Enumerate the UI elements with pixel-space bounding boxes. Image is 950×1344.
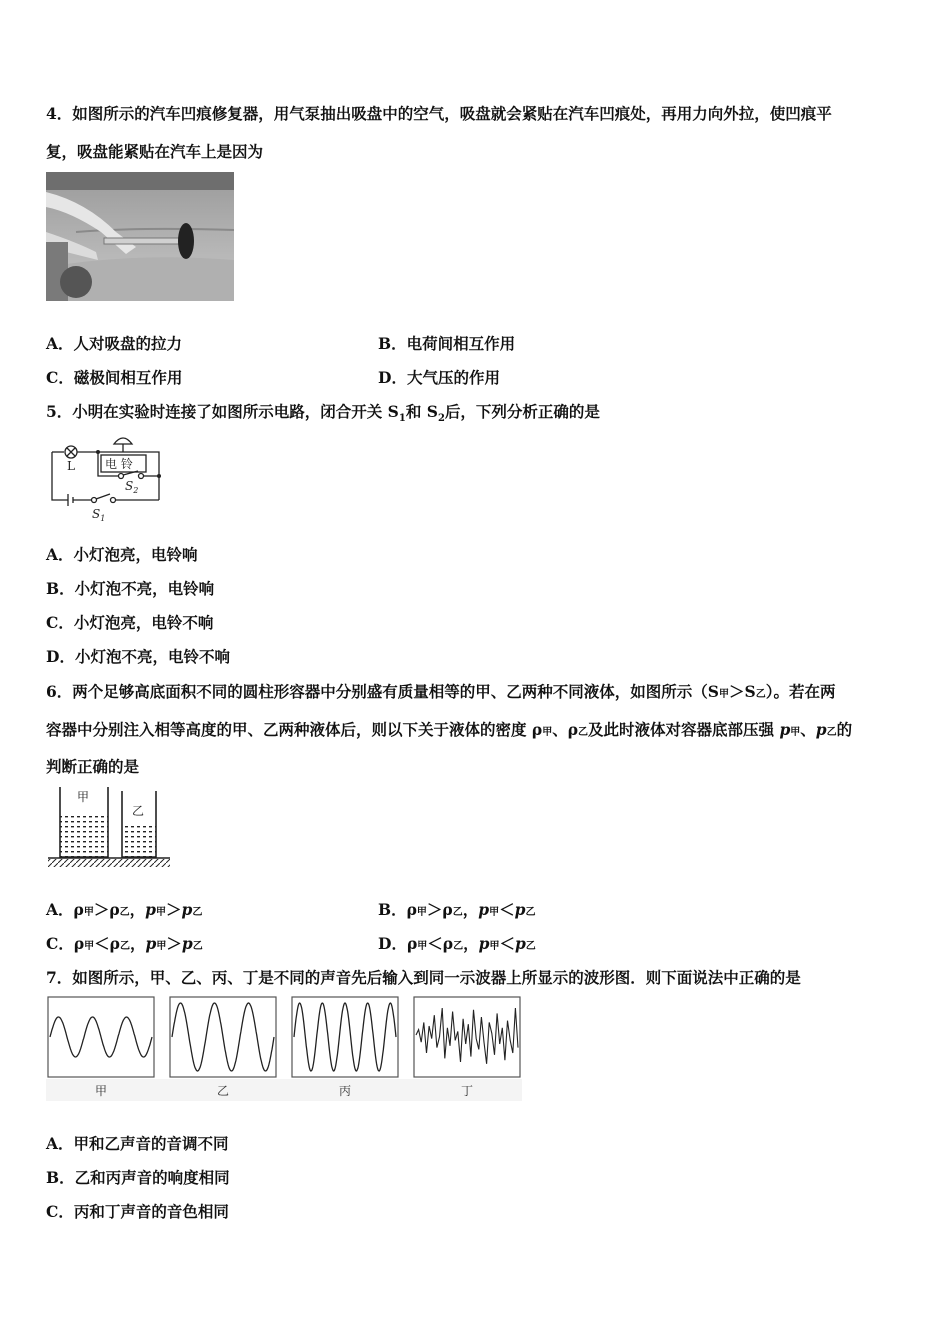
q6-option-c[interactable]: C．ρ甲＜ρ乙，p甲＞p乙 bbox=[46, 934, 203, 953]
q5-stem: 5．小明在实验时连接了如图所示电路，闭合开关 $S_1$和 $S_2$后，下列分析正确的是 bbox=[46, 402, 600, 425]
container-left-label: 甲 bbox=[77, 790, 90, 804]
panel-label-yi: 乙 bbox=[216, 1084, 230, 1098]
q5-option-c[interactable]: C．小灯泡亮，电铃不响 bbox=[46, 613, 214, 632]
q6-stem-line3: 判断正确的是 bbox=[46, 757, 140, 776]
s2-label: $S_2$ bbox=[125, 479, 139, 495]
panel-label-jia: 甲 bbox=[94, 1084, 108, 1098]
panel-bing bbox=[292, 997, 398, 1077]
q6-stem-line2: 容器中分别注入相等高度的甲、乙两种液体后，则以下关于液体的密度 ρ甲、ρ乙及此时液体对容器底部压强 p甲、p乙的 bbox=[46, 720, 853, 739]
q4-stem-line1: 4．如图所示的汽车凹痕修复器，用气泵抽出吸盘中的空气，吸盘就会紧贴在汽车凹痕处，再用力向外拉，使凹痕平 bbox=[46, 104, 832, 123]
q6-stem-line1: 6．两个足够高底面积不同的圆柱形容器中分别盛有质量相等的甲、乙两种不同液体，如图所示（S甲＞S乙）。若在两 bbox=[46, 682, 836, 701]
q4-option-d[interactable]: D．大气压的作用 bbox=[378, 368, 500, 387]
q4-option-c[interactable]: C．磁极间相互作用 bbox=[46, 368, 183, 387]
s1-label: $S_1$ bbox=[92, 507, 106, 523]
q6-option-a[interactable]: A．ρ甲＞ρ乙，p甲＞p乙 bbox=[46, 900, 203, 919]
car-dent-repair-photo bbox=[46, 172, 234, 301]
q4-stem-line2: 复，吸盘能紧贴在汽车上是因为 bbox=[46, 142, 264, 161]
q4-option-a[interactable]: A．人对吸盘的拉力 bbox=[46, 334, 183, 353]
q7-option-b[interactable]: B．乙和丙声音的响度相同 bbox=[46, 1168, 230, 1187]
q5-option-d[interactable]: D．小灯泡不亮，电铃不响 bbox=[46, 647, 230, 666]
q7-option-a[interactable]: A．甲和乙声音的音调不同 bbox=[46, 1134, 229, 1153]
q6-option-d[interactable]: D．ρ甲＜ρ乙，p甲＜p乙 bbox=[378, 934, 536, 953]
panel-label-ding: 丁 bbox=[460, 1084, 474, 1098]
container-right-label: 乙 bbox=[132, 804, 145, 818]
q7-stem: 7．如图所示，甲、乙、丙、丁是不同的声音先后输入到同一示波器上所显示的波形图．则下面说法中正确的是 bbox=[46, 968, 801, 987]
panel-label-bing: 丙 bbox=[338, 1084, 352, 1098]
q5-option-a[interactable]: A．小灯泡亮，电铃响 bbox=[46, 545, 198, 564]
lamp-label: L bbox=[67, 459, 75, 473]
q6-option-b[interactable]: B．ρ甲＞ρ乙，p甲＜p乙 bbox=[378, 900, 536, 919]
q6-containers-diagram bbox=[46, 785, 170, 869]
q4-option-b[interactable]: B．电荷间相互作用 bbox=[378, 334, 516, 353]
q5-option-b[interactable]: B．小灯泡不亮，电铃响 bbox=[46, 579, 215, 598]
q7-option-c[interactable]: C．丙和丁声音的音色相同 bbox=[46, 1202, 229, 1221]
q5-circuit-diagram bbox=[46, 432, 171, 524]
q7-waveforms bbox=[46, 995, 522, 1101]
bell-label: 电 铃 bbox=[105, 457, 133, 471]
